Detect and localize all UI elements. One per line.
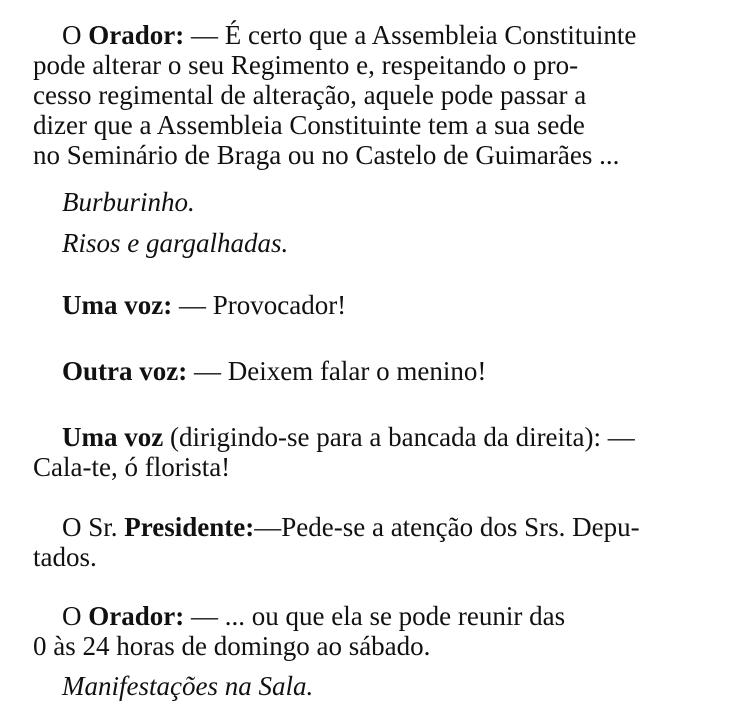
p6-line-2: 0 às 24 horas de domingo ao sábado. xyxy=(33,631,431,661)
p4-line-1 xyxy=(62,422,635,452)
p4-text: (dirigindo-se para a bancada da direita): — xyxy=(169,422,635,452)
p5-speaker: Presidente: xyxy=(124,512,255,542)
p3-line-1 xyxy=(62,356,486,386)
p1-line-4: dizer que a Assembleia Constituinte tem a sua sede xyxy=(33,110,585,140)
p3-text: — Deixem falar o menino! xyxy=(193,356,487,386)
stage-direction-manifestacoes: Manifestações na Sala. xyxy=(62,671,314,701)
p1-line-2: pode alterar o seu Regimento e, respeitando o pro- xyxy=(33,50,579,80)
p6-text: — ... ou que ela se pode reunir das xyxy=(190,601,566,631)
p6-line-1 xyxy=(62,601,565,631)
p1-line-3: cesso regimental de alteração, aquele pode passar a xyxy=(33,80,587,110)
p3-speaker: Outra voz: xyxy=(62,356,188,386)
p5-prefix: O Sr. xyxy=(62,512,118,542)
stage-direction-burburinho: Burburinho. xyxy=(62,187,195,217)
p1-text: — É certo que a Assembleia Constituinte xyxy=(190,20,637,50)
p1-line-5: no Seminário de Braga ou no Castelo de Guimarães ... xyxy=(33,140,620,170)
p1-prefix: O xyxy=(62,20,82,50)
p6-speaker: Orador: xyxy=(88,601,185,631)
stage-direction-risos: Risos e gargalhadas. xyxy=(62,228,289,258)
p2-text: — Provocador! xyxy=(178,290,347,320)
p4-line-2: Cala-te, ó florista! xyxy=(33,452,231,482)
p1-line-1 xyxy=(62,20,636,50)
p5-line-2: tados. xyxy=(33,542,97,572)
p6-prefix: O xyxy=(62,601,82,631)
p1-speaker: Orador: xyxy=(88,20,185,50)
p2-speaker: Uma voz: xyxy=(62,290,173,320)
p2-line-1 xyxy=(62,290,346,320)
p4-speaker: Uma voz xyxy=(62,422,164,452)
p5-text: —Pede-se a atenção dos Srs. Depu- xyxy=(254,512,640,542)
p5-line-1 xyxy=(62,512,640,542)
